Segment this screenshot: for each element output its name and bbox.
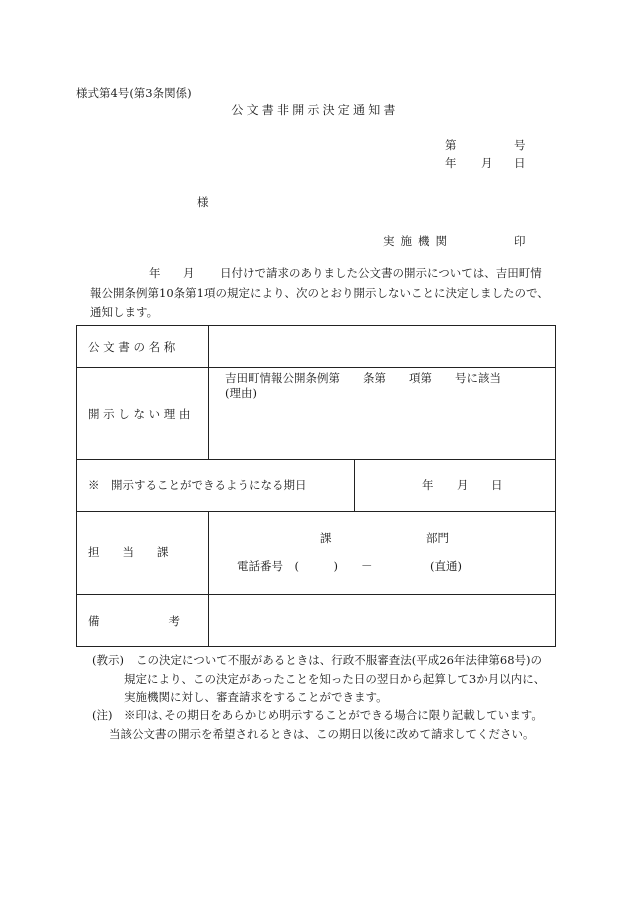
staff-division-suffix: 部門 <box>426 531 449 545</box>
note-line-2: 当該公文書の開示を希望されるときは、この期日以後に改めて請求してください。 <box>109 727 535 741</box>
seal-mark: 印 <box>514 234 526 248</box>
decision-table <box>76 325 556 647</box>
table-column-divider <box>208 326 209 459</box>
instruction-line-1: この決定について不服があるときは、行政不服審査法(平成26年法律第68号)の <box>136 653 543 667</box>
addressee-honorific: 様 <box>197 195 209 209</box>
disclosure-date-day: 日 <box>491 478 503 492</box>
table-row-divider <box>77 459 555 460</box>
table-column-divider <box>354 459 355 511</box>
note-label: (注) <box>92 708 113 722</box>
note-line-1: ※印は､その期日をあらかじめ明示することができる場合に限り記載しています。 <box>124 708 543 722</box>
instruction-line-3: 実施機関に対し、審査請求をすることができます。 <box>124 690 388 704</box>
form-number: 様式第4号(第3条関係) <box>76 86 192 100</box>
body-text-line-2: 報公開条例第10条第1項の規定により、次のとおり開示しないことに決定しましたので、 <box>90 286 549 300</box>
request-date-year: 年 <box>149 266 161 280</box>
issue-date-year: 年 <box>445 156 457 170</box>
issue-date-day: 日 <box>514 156 526 170</box>
body-text-line-1: 日付けで請求のありました公文書の開示については、吉田町情 <box>220 266 542 280</box>
implementing-agency-label: 実施機関 <box>383 234 453 248</box>
phone-number-line: 電話番号 ( ) － (直通) <box>237 559 462 573</box>
reason-label: 開 示 し な い 理 由 <box>88 407 191 421</box>
request-date-month: 月 <box>183 266 195 280</box>
disclosure-date-label: ※ 開示することができるようになる期日 <box>88 478 307 492</box>
document-number-prefix: 第 <box>445 138 457 152</box>
document-number-suffix: 号 <box>514 138 526 152</box>
remarks-label: 備 考 <box>88 614 180 628</box>
disclosure-date-year: 年 <box>422 478 434 492</box>
doc-name-label: 公 文 書 の 名 称 <box>88 340 176 354</box>
table-row-divider <box>77 594 555 595</box>
staff-department-label: 担 当 課 <box>88 545 169 559</box>
doc-name-field[interactable] <box>213 330 551 364</box>
staff-section-suffix: 課 <box>320 531 332 545</box>
disclosure-date-month: 月 <box>457 478 469 492</box>
reason-provision: 吉田町情報公開条例第 条第 項第 号に該当 <box>225 371 501 385</box>
table-row-divider <box>77 367 555 368</box>
body-text-line-3: 通知します。 <box>90 305 159 319</box>
table-column-divider <box>208 511 209 647</box>
instruction-line-2: 規定により、この決定があったことを知った日の翌日から起算して3か月以内に、 <box>124 672 546 686</box>
document-title: 公文書非開示決定通知書 <box>231 103 399 117</box>
table-row-divider <box>77 511 555 512</box>
reason-subheading: (理由) <box>225 386 257 400</box>
remarks-field[interactable] <box>213 598 551 643</box>
instruction-label: (教示) <box>92 653 124 667</box>
issue-date-month: 月 <box>481 156 493 170</box>
